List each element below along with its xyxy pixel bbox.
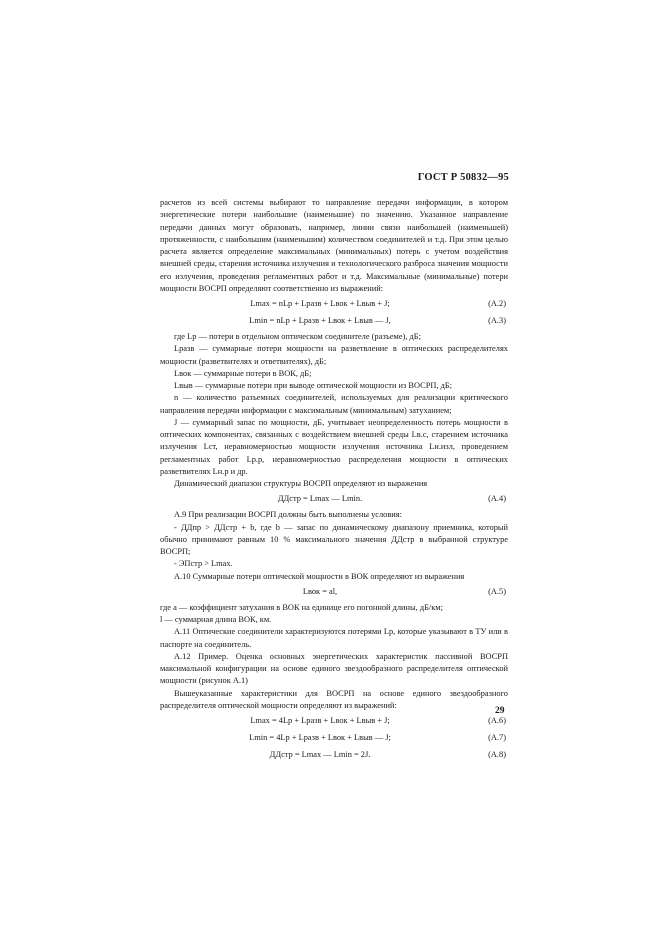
paragraph: расчетов из всей системы выбирают то направление передачи информации, в котором энергетические потери наибольшие (наименьшие) по значению. Указанное направление передачи данных могут образовать, например, линии связи наибольшей (наименьшей) протяженности, с наибольшим (наименьшим) количеством соединителей и т.д. При этом целью расчета является определение максимальных (минимальных) потерь с учетом воздействия внешней среды, старения источника излучения и технологического разброса значения мощности его излучения, проведения регламентных работ и т.д. Максимальные (минимальные) потери мощности ВОСРП определяют соответственно из выражений: [160,198,508,293]
condition-line: - ЭПстр > Lmax. [174,559,233,569]
where-line: Lвыв — суммарные потери при выводе оптической мощности из ВОСРП, дБ; [174,381,453,390]
formula-expression: Lвок = al, [302,586,338,596]
page-number: 29 [495,706,505,716]
formula-expression: Lmax = nLp + Lpазв + Lвок + Lвыв + J; [250,299,390,308]
where-line: где a — коэффициент затухания в ВОК на единице его погонной длины, дБ/км; [160,602,443,612]
paragraph: Динамический диапазон структуры ВОСРП определяют из выражения [174,479,428,488]
paragraph: A.12 Пример. Оценка основных энергетических характеристик пассивной ВОСРП максимальной конфигурации на основе единого звездообразного распределителя оптической мощности (рисунок A.1) [160,651,508,686]
condition-line: - ДДпр > ДДстр + b, где b — запас по динамическому диапазону приемника, который обычно принимают равным 10 % максимального значения ДДстр в выбранной структуре ВОСРП; [160,522,508,556]
formula-expression: Lmax = 4Lp + Lpазв + Lвок + Lвыв + J; [250,716,390,725]
formula-number: (A.8) [488,750,506,759]
formula-a8 [160,748,508,763]
formula-a4 [160,492,508,507]
where-line: Lpазв — суммарные потери мощности на разветвление в оптических распределителях мощности (разветвителях и ответвителях), дБ; [160,344,508,366]
formula-number: (A.3) [488,316,506,325]
formula-number: (A.6) [488,716,506,725]
document-body [160,197,508,765]
formula-expression: Lmin = 4Lp + Lpазв + Lвок + Lвыв — J; [249,733,391,742]
formula-a2 [160,297,508,312]
formula-expression: ДДстр = Lmax — Lmin. [277,494,363,504]
paragraph: A.10 Суммарные потери оптической мощности в ВОК определяют из выражения [174,571,465,581]
formula-a5 [160,585,508,600]
paragraph: A.11 Оптические соединители характеризуются потерями Lp, которые указывают в ТУ или в паспорте на соединитель. [160,627,508,649]
formula-a7 [160,731,508,746]
where-line: l — суммарная длина ВОК, км. [160,615,272,624]
paragraph: Вышеуказанные характеристики для ВОСРП на основе единого звездообразного распределителя оптической мощности определяют из выражений: [160,688,508,710]
where-line: n — количество разъемных соединителей, используемых для реализации критического направления передачи информации с максимальным (минимальным) затуханием; [160,393,508,415]
formula-number: (A.2) [488,299,506,308]
formula-expression: Lmin = nLp + Lpазв + Lвок + Lвыв — J, [249,316,391,325]
where-line: где Lp — потери в отдельном оптическом соединителе (разъеме), дБ; [174,332,421,341]
formula-number: (A.5) [488,586,506,596]
where-line: Lвок — суммарные потери в ВОК, дБ; [174,368,312,378]
formula-a3 [160,314,508,329]
formula-number: (A.7) [488,733,506,742]
formula-expression: ДДстр = Lmax — Lmin = 2J. [269,750,371,759]
paragraph: A.9 При реализации ВОСРП должны быть выполнены условия: [174,510,402,520]
formula-number: (A.4) [488,494,506,504]
document-header: ГОСТ Р 50832—95 [417,172,509,183]
formula-a6 [160,714,508,729]
where-line: J — суммарный запас по мощности, дБ, учитывает неопределенность потерь мощности в оптических компонентах, связанных с воздействием внешней среды Lв.с, старением источника излучения Lст, неравномерностью мощности излучения источника Lи.изл, проведением регламентных работ Lр.р, неравномерностью распределения мощности в оптических разветвителях Lн.р и др. [160,417,508,476]
